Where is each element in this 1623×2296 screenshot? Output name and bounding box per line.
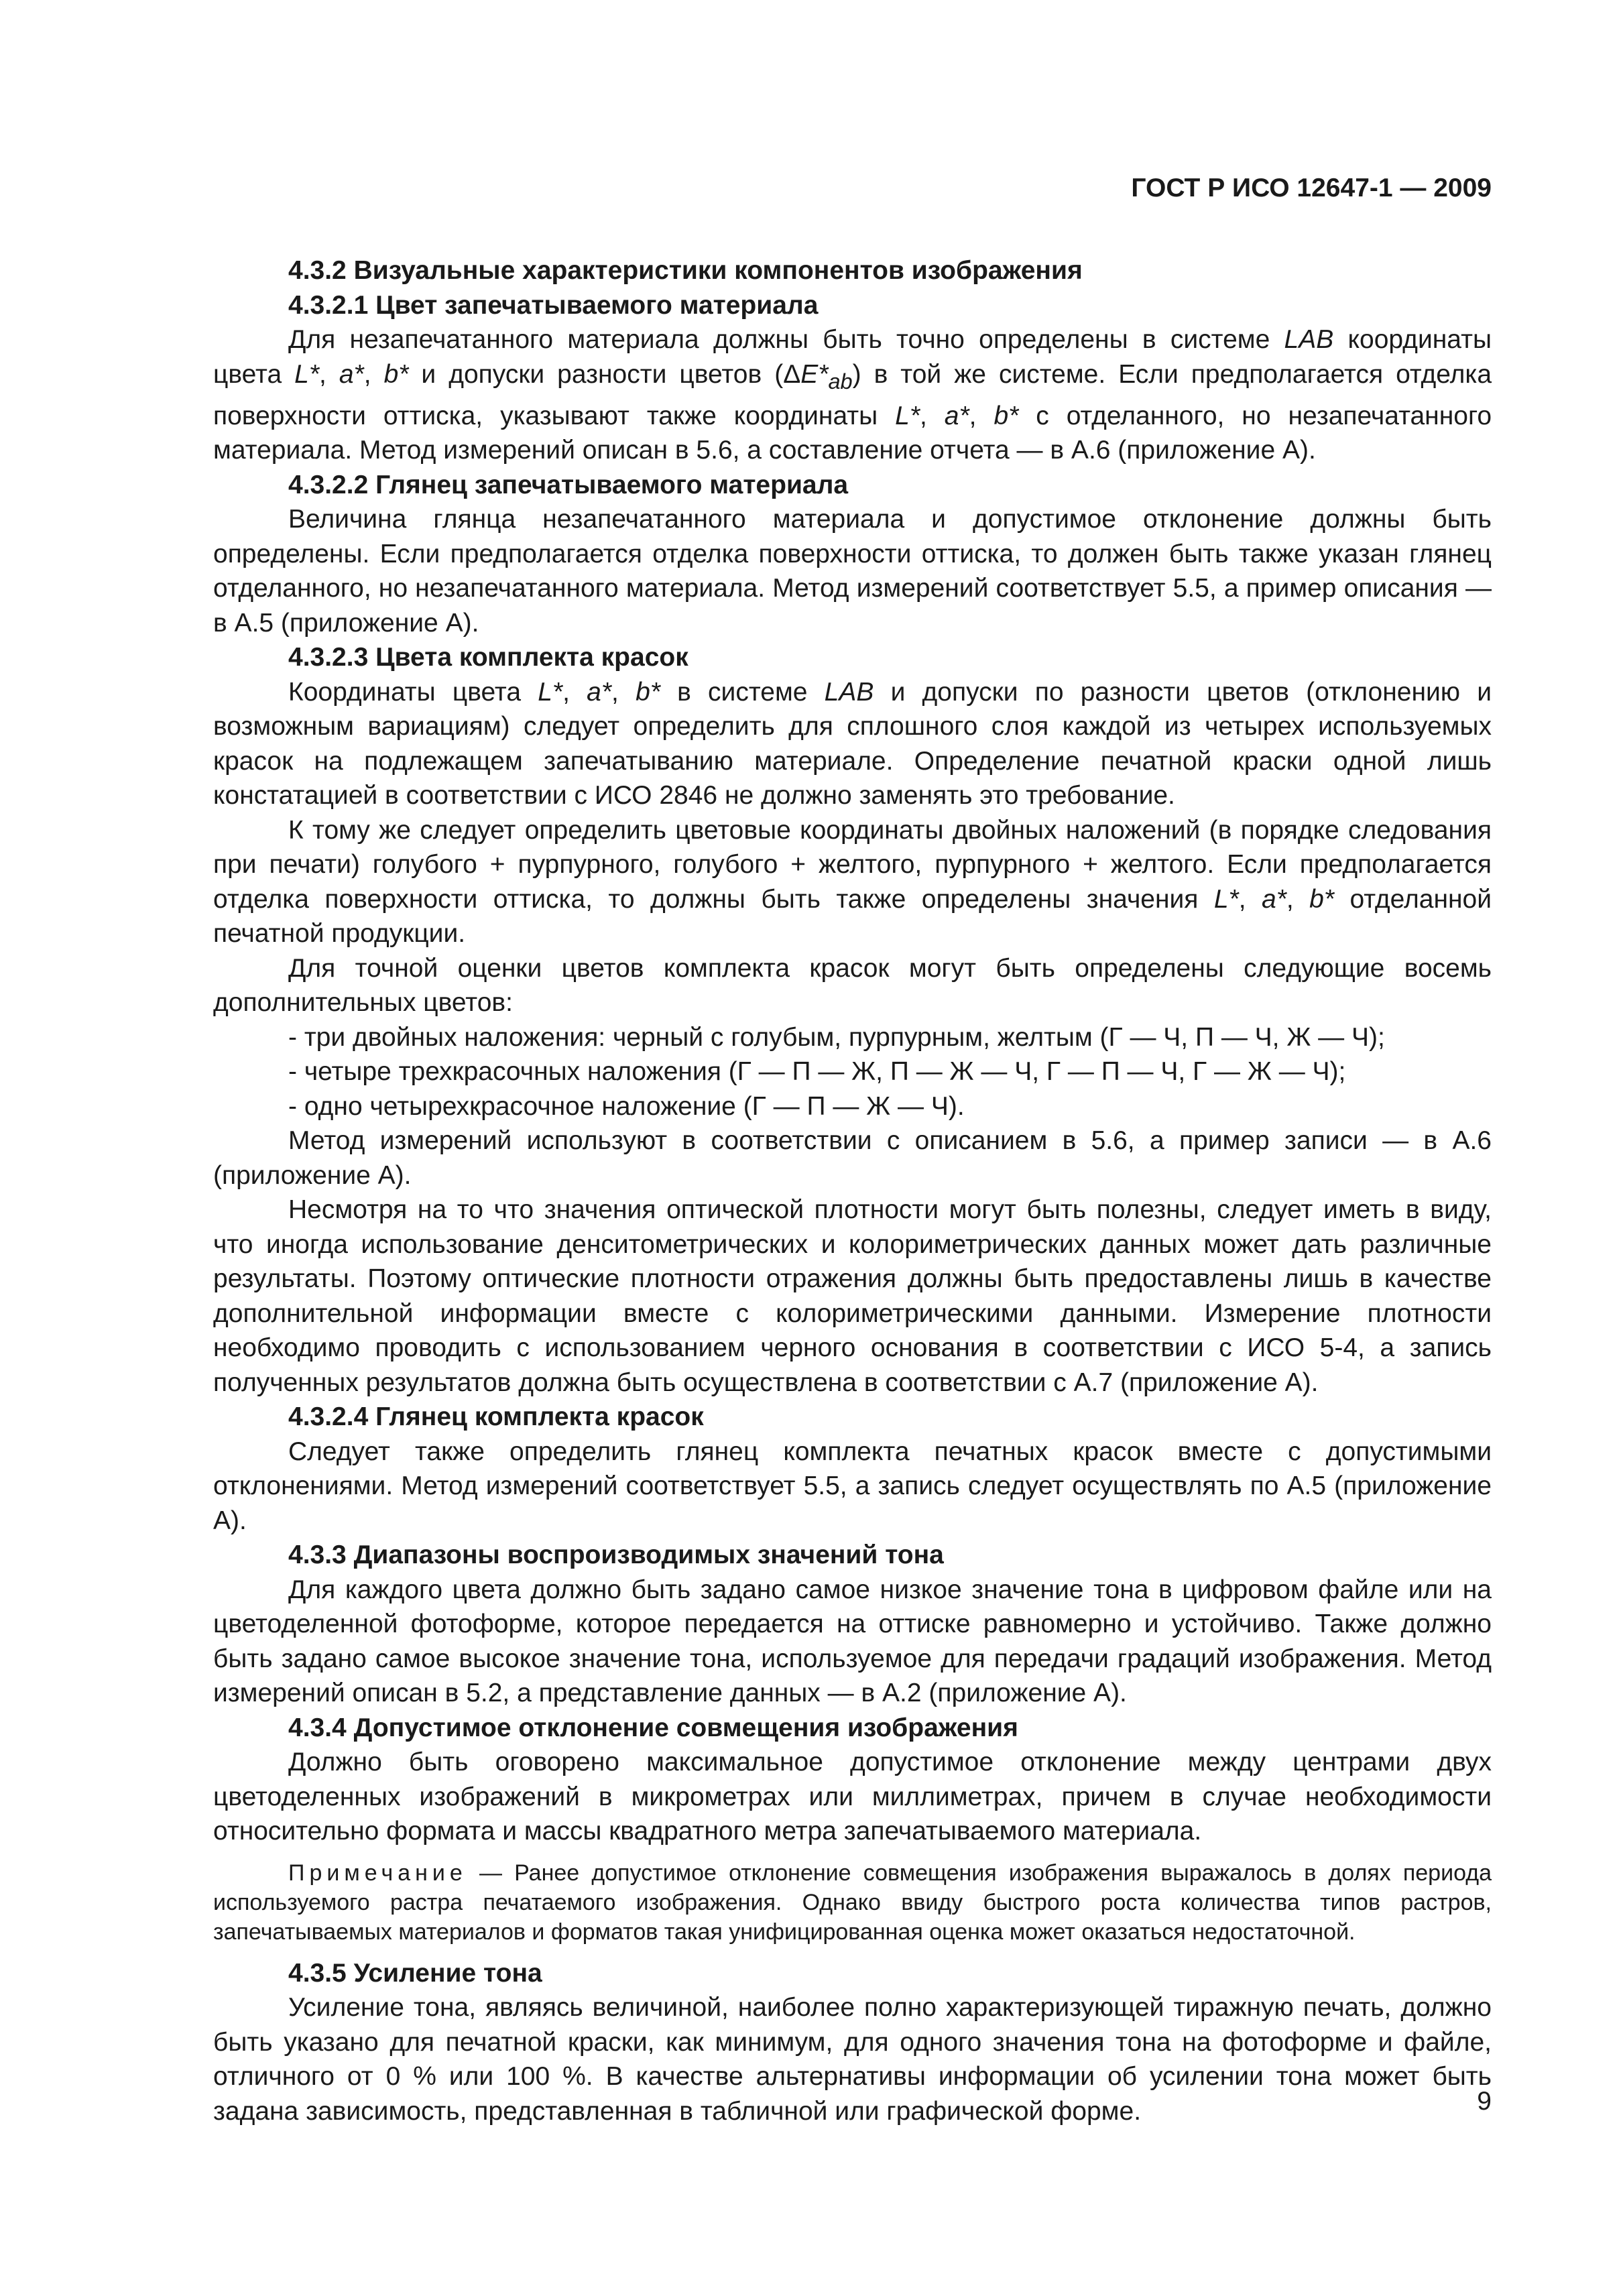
paragraph-4-3-3: Для каждого цвета должно быть задано самое низкое значение тона в цифровом файле или на цветоделенной фотоформе, которое передается на оттиске равномерно и устойчиво. Также должно быть задано самое высокое значение тона, используемое для передачи градаций изображения. Метод измерений описан в 5.2, а представление данных — в А.2 (приложение А). xyxy=(213,1575,1492,1708)
paragraph-4-3-2-4: Следует также определить глянец комплекта печатных красок вместе с допустимыми отклонениями. Метод измерений соответствует 5.5, а запись следует осуществлять по А.5 (приложение А). xyxy=(213,1437,1492,1535)
heading-4-3-2: 4.3.2 Визуальные характеристики компонентов изображения xyxy=(288,256,1083,285)
list-item: - четыре трехкрасочных наложения (Г — П — Ж, П — Ж — Ч, Г — П — Ч, Г — Ж — Ч); xyxy=(288,1057,1346,1087)
paragraph-4-3-2-1: Для незапечатанного материала должны быть точно определены в системе LAB координаты цвета L*, a*, b* и допуски разности цветов $(\Delta E*_{ab})$ в той же системе. Если предполагается отделка поверхности оттиска, указывают также координаты L*, a*, b* с отделанного, но незапечатанного материала. Метод измерений описан в 5.6, а составление отчета — в А.6 (приложение А). xyxy=(213,325,1492,465)
note-label: Примечание xyxy=(288,1860,467,1886)
list-item: - три двойных наложения: черный с голубым, пурпурным, желтым (Г — Ч, П — Ч, Ж — Ч); xyxy=(288,1022,1385,1052)
paragraph-4-3-2-3-b: К тому же следует определить цветовые координаты двойных наложений (в порядке следования при печати) голубого + пурпурного, голубого + желтого, пурпурного + желтого. Если предполагается отделка поверхности оттиска, то должны быть также определены значения L*, a*, b* отделанной печатной продукции. xyxy=(213,815,1492,949)
heading-4-3-3: 4.3.3 Диапазоны воспроизводимых значений тона xyxy=(288,1540,944,1570)
heading-4-3-5: 4.3.5 Усиление тона xyxy=(288,1958,542,1988)
paragraph-4-3-2-3-c: Для точной оценки цветов комплекта красок могут быть определены следующие восемь дополнительных цветов: xyxy=(213,953,1492,1018)
document-code-header: ГОСТ Р ИСО 12647-1 — 2009 xyxy=(1131,174,1492,202)
note xyxy=(213,1858,1492,1947)
page-number: 9 xyxy=(1477,2087,1492,2116)
heading-4-3-2-1: 4.3.2.1 Цвет запечатываемого материала xyxy=(288,290,819,320)
heading-4-3-2-3: 4.3.2.3 Цвета комплекта красок xyxy=(288,643,688,672)
list-item: - одно четырехкрасочное наложение (Г — П — Ж — Ч). xyxy=(288,1091,965,1121)
heading-4-3-2-4: 4.3.2.4 Глянец комплекта красок xyxy=(288,1402,704,1432)
paragraph-4-3-2-3-e: Несмотря на то что значения оптической плотности могут быть полезны, следует иметь в виду, что иногда использование денситометрических и колориметрических данных может дать различные результаты. Поэтому оптические плотности отражения должны быть предоставлены лишь в качестве дополнительной информации вместе с колориметрическими данными. Измерение плотности необходимо проводить с использованием черного основания в соответствии с ИСО 5-4, а запись полученных результатов должна быть осуществлена в соответствии с А.7 (приложение А). xyxy=(213,1195,1492,1397)
paragraph-4-3-2-2: Величина глянца незапечатанного материала и допустимое отклонение должны быть определены. Если предполагается отделка поверхности оттиска, то должен быть также указан глянец отделанного, но незапечатанного материала. Метод измерений соответствует 5.5, а пример описания — в А.5 (приложение А). xyxy=(213,505,1492,638)
document-body xyxy=(213,253,1492,2128)
paragraph-4-3-2-3-a: Координаты цвета L*, a*, b* в системе LAB и допуски по разности цветов (отклонению и возможным вариациям) следует определить для сплошного слоя каждой из четырех используемых красок на подлежащем запечатыванию материале. Определение печатной краски одной лишь констатацией в соответствии с ИСО 2846 не должно заменять это требование. xyxy=(213,677,1492,810)
paragraph-4-3-2-3-d: Метод измерений используют в соответствии с описанием в 5.6, а пример записи — в А.6 (приложение А). xyxy=(213,1126,1492,1190)
heading-4-3-4: 4.3.4 Допустимое отклонение совмещения изображения xyxy=(288,1713,1018,1742)
paragraph-4-3-4: Должно быть оговорено максимальное допустимое отклонение между центрами двух цветоделенных изображений в микрометрах или миллиметрах, причем в случае необходимости относительно формата и массы квадратного метра запечатываемого материала. xyxy=(213,1748,1492,1846)
document-page xyxy=(213,0,1492,2296)
heading-4-3-2-2: 4.3.2.2 Глянец запечатываемого материала xyxy=(288,470,849,499)
note-text: — Ранее допустимое отклонение совмещения изображения выражалось в долях периода используемого растра печатаемого изображения. Однако ввиду быстрого роста количества типов растров, запечатываемых материалов и форматов такая унифицированная оценка может оказаться недостаточной. xyxy=(213,1860,1492,1945)
paragraph-4-3-5: Усиление тона, являясь величиной, наиболее полно характеризующей тиражную печать, должно быть указано для печатной краски, как минимум, для одного значения тона на фотоформе и файле, отличного от 0 % или 100 %. В качестве альтернативы информации об усилении тона может быть задана зависимость, представленная в табличной или графической форме. xyxy=(213,1993,1492,2126)
